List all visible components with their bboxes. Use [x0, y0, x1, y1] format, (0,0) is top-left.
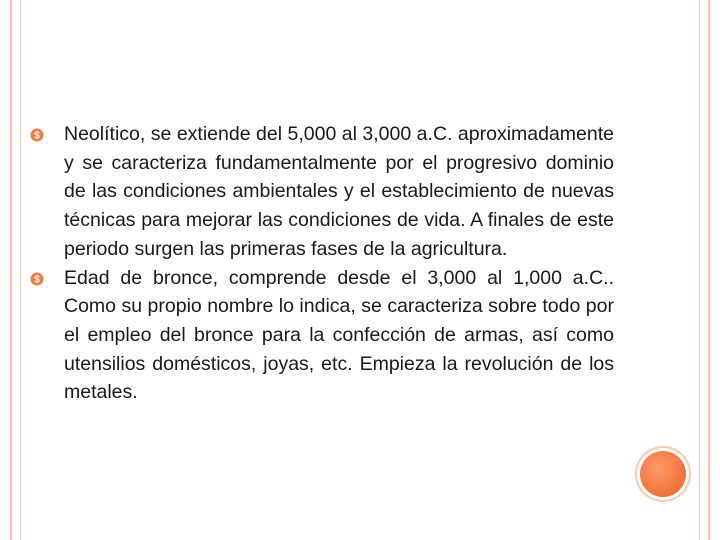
coin-bullet-icon [30, 272, 44, 286]
svg-text:$: $ [34, 130, 40, 142]
bullet-item-edad-de-bronce [30, 264, 614, 408]
bullet-text: Neolítico, se extiende del 5,000 al 3,000 a.C. aproximadamente y se caracteriza fundamentalmente por el progresivo dominio de las condiciones ambientales y el establecimiento de nuevas técnicas para mejorar las condiciones de vida. A finales de este periodo surgen las primeras fases de la agricultura. [64, 123, 614, 260]
bullet-text: Edad de bronce, comprende desde el 3,000 al 1,000 a.C.. Como su propio nombre lo indica, se caracteriza sobre todo por el empleo del bronce para la confección de armas, así como utensilios domésticos, joyas, etc. Empieza la revolución de los metales. [64, 266, 614, 404]
bullet-item-neolitico [30, 120, 614, 264]
svg-text:$: $ [34, 274, 40, 286]
coin-bullet-icon [30, 128, 44, 142]
bullet-list [30, 120, 614, 407]
decorative-circle [640, 451, 686, 497]
